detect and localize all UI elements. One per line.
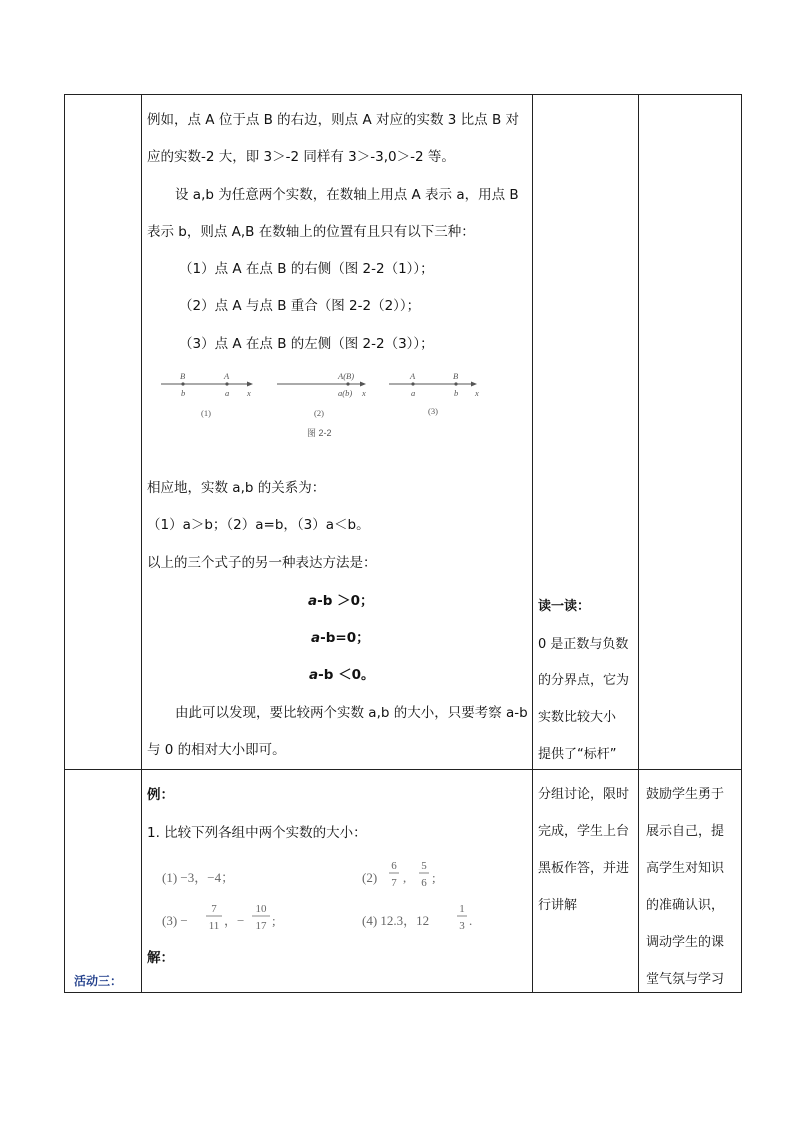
point-label: B: [180, 371, 186, 381]
paragraph-line: 例如，点 A 位于点 B 的右边，则点 A 对应的实数 3 比点 B 对: [147, 112, 519, 128]
note-line: 提供了“标杆”: [538, 747, 617, 762]
fraction-numerator: 6: [391, 860, 397, 872]
formula-text: -b ＞0；: [317, 593, 374, 609]
paragraph-line: 由此可以发现，要比较两个实数 a,b 的大小，只要考察 a-b: [175, 705, 528, 721]
svg-text:.: .: [469, 913, 473, 928]
example-title: 例：: [147, 787, 174, 803]
value-label: b: [181, 388, 186, 398]
paragraph-line: 设 a,b 为任意两个实数，在数轴上用点 A 表示 a，用点 B: [175, 187, 519, 203]
value-label: a: [411, 388, 416, 398]
point-label: A: [410, 371, 416, 381]
answer-label: 解：: [147, 950, 174, 966]
value-label: a: [225, 388, 230, 398]
case-item: （1）点 A 在点 B 的右侧（图 2-2（1））；: [179, 261, 434, 277]
svg-text:,: ,: [403, 870, 407, 885]
number-line-1: [161, 371, 253, 418]
value-label: b: [454, 388, 459, 398]
point-label: B: [453, 371, 459, 381]
fraction-numerator: 5: [421, 860, 427, 872]
design-intent-line: 高学生对知识: [646, 861, 725, 876]
problem-2-label: (2): [362, 870, 378, 885]
axis-label: x: [247, 388, 251, 398]
problem-4-label: (4) 12.3，12: [362, 913, 430, 928]
design-intent-line: 鼓励学生勇于: [646, 787, 725, 802]
note-title: 读一读：: [538, 599, 591, 614]
figure-caption: 图 2-2: [307, 428, 332, 438]
design-intent-line: 堂气氛与学习: [646, 972, 725, 987]
figure-number: (2): [314, 408, 324, 418]
point-label: A: [224, 371, 230, 381]
problem-3-separator: ，−: [224, 913, 245, 928]
paragraph-line: 与 0 的相对大小即可。: [147, 742, 286, 758]
fraction-denominator: 6: [421, 877, 427, 889]
relations-line: （1）a＞b；（2）a=b，（3）a＜b。: [147, 517, 370, 533]
fraction-denominator: 17: [255, 920, 267, 932]
design-intent-line: 的准确认识，: [646, 898, 725, 913]
fraction-numerator: 7: [211, 903, 217, 915]
column-divider: [532, 95, 533, 992]
note-line: 实数比较大小: [538, 710, 617, 725]
paragraph-line: 以上的三个式子的另一种表达方法是：: [147, 555, 377, 571]
problem-3-label: (3) −: [162, 913, 188, 928]
svg-text:;: ;: [272, 913, 276, 928]
formula-text: -b ＜0。: [318, 667, 375, 683]
fraction-numerator: 10: [255, 903, 267, 915]
svg-text:;: ;: [432, 870, 436, 885]
design-intent-line: 调动学生的课: [646, 935, 725, 950]
teacher-activity-line: 分组讨论，限时: [538, 787, 630, 802]
problem-1: (1) −3，−4；: [162, 870, 235, 885]
number-line-2: [277, 371, 366, 418]
axis-label: x: [362, 388, 366, 398]
column-divider: [141, 95, 142, 992]
value-label: a(b): [338, 388, 353, 398]
design-intent-line: 展示自己，提: [646, 824, 725, 839]
point-label: A(B): [338, 371, 355, 381]
formula-zero: [311, 628, 370, 648]
teacher-activity-line: 行讲解: [538, 898, 578, 913]
paragraph-line: 表示 b，则点 A,B 在数轴上的位置有且只有以下三种：: [147, 224, 475, 240]
example-problems: [158, 855, 498, 945]
activity-label: 活动三：: [74, 974, 123, 988]
figure-number: (3): [428, 406, 438, 416]
note-line: 0 是正数与负数: [538, 637, 629, 652]
note-line: 的分界点，它为: [538, 673, 630, 688]
formula-positive: [308, 591, 374, 611]
question-text: 1. 比较下列各组中两个实数的大小：: [147, 825, 367, 841]
teacher-activity-line: 完成，学生上台: [538, 824, 630, 839]
axis-label: x: [475, 388, 479, 398]
fraction-denominator: 7: [391, 877, 397, 889]
paragraph-line: 相应地，实数 a,b 的关系为：: [147, 480, 326, 496]
number-line-figure: [155, 366, 495, 442]
case-item: （2）点 A 与点 B 重合（图 2-2（2））；: [179, 298, 421, 314]
row-divider: [65, 769, 741, 770]
fraction-denominator: 11: [208, 920, 220, 932]
paragraph-line: 应的实数-2 大，即 3＞-2 同样有 3＞-3,0＞-2 等。: [147, 149, 455, 165]
formula-text: -b=0；: [320, 630, 370, 646]
formula-negative: [309, 665, 375, 685]
formula-variable: a: [308, 593, 318, 609]
formula-variable: a: [311, 630, 321, 646]
column-divider: [638, 95, 639, 992]
figure-number: (1): [201, 408, 211, 418]
teacher-activity-line: 黑板作答，并进: [538, 861, 630, 876]
number-line-3: [389, 371, 479, 416]
fraction-numerator: 1: [459, 903, 465, 915]
formula-variable: a: [309, 667, 319, 683]
case-item: （3）点 A 在点 B 的左侧（图 2-2（3））；: [179, 336, 434, 352]
fraction-denominator: 3: [459, 920, 465, 932]
